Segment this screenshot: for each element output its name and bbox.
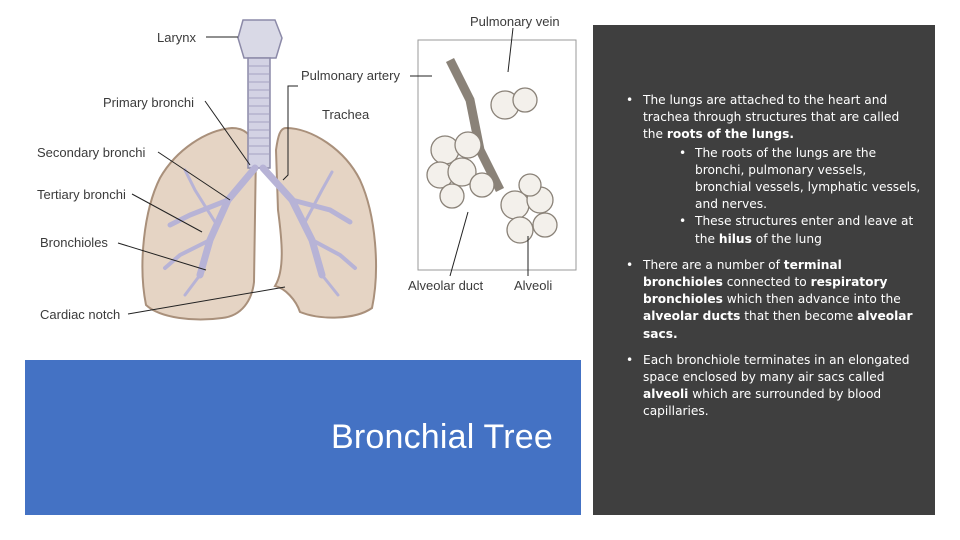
bold-text: alveoli (643, 387, 689, 402)
text-run: that then become (740, 309, 858, 324)
bullet-panel (593, 25, 935, 515)
sub-bullet-item (679, 145, 921, 214)
text-run: The lungs are attached to the heart and trachea through structures that are called the (643, 93, 900, 142)
text-run: connected to (722, 275, 811, 290)
bullet-item (623, 257, 921, 343)
text-run: There are a number of (643, 257, 784, 272)
text-run: These structures enter and leave at the (695, 214, 914, 246)
bold-text: respiratory bronchioles (643, 275, 888, 307)
label-pulmonary-vein: Pulmonary vein (470, 14, 560, 29)
larynx-shape (238, 20, 282, 58)
label-larynx: Larynx (157, 30, 197, 45)
label-tertiary-bronchi: Tertiary bronchi (37, 187, 126, 202)
bullet-text (643, 352, 921, 421)
text-run: which then advance into the (722, 292, 901, 307)
bullet-list (623, 92, 921, 421)
slide-title: Bronchial Tree (330, 418, 553, 456)
bold-text: alveolar sacs. (643, 309, 913, 341)
bullet-text (643, 257, 921, 343)
text-run: which are surrounded by blood capillaries. (643, 387, 882, 419)
text-run: The roots of the lungs are the bronchi, pulmonary vessels, bronchial vessels, lymphatic vessels, and nerves. (695, 145, 921, 212)
text-run: of the lung (751, 231, 822, 246)
sub-bullet-item (679, 213, 921, 247)
bold-text: terminal bronchioles (643, 257, 842, 290)
label-alveoli: Alveoli (514, 278, 553, 293)
sub-bullet-list (643, 145, 921, 248)
bold-text: alveolar ducts (643, 309, 741, 324)
text-run: Each bronchiole terminates in an elongated space enclosed by many air sacs called (643, 352, 910, 385)
left-lung-shape (275, 128, 376, 318)
label-cardiac-notch: Cardiac notch (40, 307, 121, 322)
bold-text: roots of the lungs. (666, 127, 795, 142)
bullet-item (623, 352, 921, 421)
title-panel (25, 360, 581, 515)
label-primary-bronchi: Primary bronchi (103, 95, 195, 110)
label-pulmonary-artery: Pulmonary artery (301, 68, 400, 83)
bullet-text (643, 92, 921, 144)
lung-anatomy-diagram (0, 0, 590, 360)
label-trachea: Trachea (322, 107, 370, 122)
right-lung-shape (142, 128, 256, 319)
bold-text: hilus (718, 231, 752, 246)
label-secondary-bronchi: Secondary bronchi (37, 145, 146, 160)
label-alveolar-duct: Alveolar duct (408, 278, 484, 293)
bullet-item (623, 92, 921, 248)
label-bronchioles: Bronchioles (40, 235, 108, 250)
